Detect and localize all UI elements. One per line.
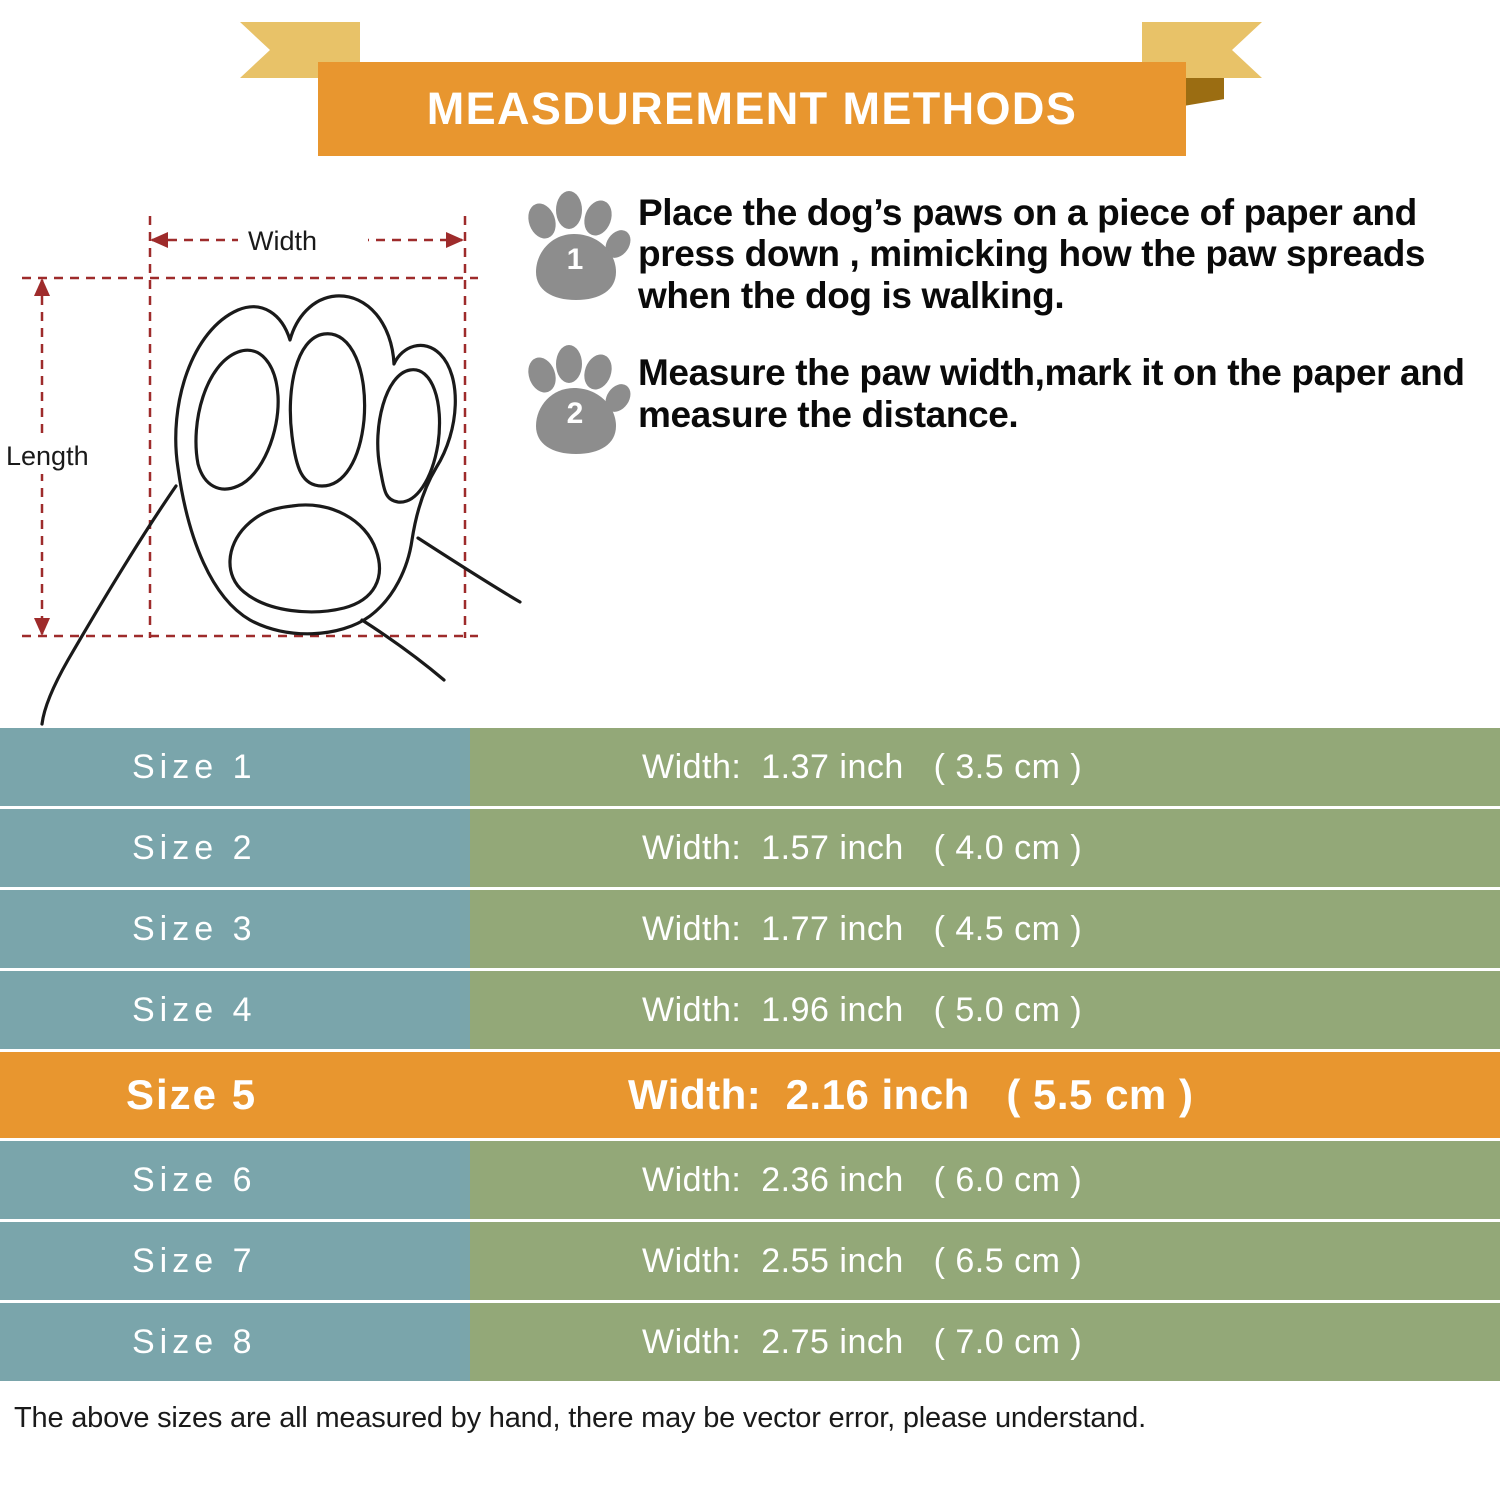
size-label: Size 8 (0, 1303, 470, 1381)
width-prefix: Width: (628, 1071, 762, 1118)
table-row (0, 728, 1500, 806)
banner (0, 0, 1500, 168)
paw-measurement-diagram (0, 168, 540, 728)
table-row (0, 1222, 1500, 1300)
width-cm: ( 5.0 cm ) (933, 990, 1083, 1029)
width-cm: ( 5.5 cm ) (1006, 1071, 1194, 1118)
width-cm: ( 7.0 cm ) (933, 1322, 1083, 1361)
width-value (470, 728, 1500, 806)
width-cm: ( 6.0 cm ) (933, 1160, 1083, 1199)
width-inch: 2.55 inch (761, 1241, 904, 1280)
width-value (470, 1303, 1500, 1381)
instruction-step-2 (512, 342, 1492, 460)
table-row (0, 1303, 1500, 1381)
width-value (470, 971, 1500, 1049)
length-dimension-label: Length (6, 441, 89, 471)
width-prefix: Width: (642, 828, 742, 867)
banner-plate (318, 62, 1186, 156)
width-value (470, 1052, 1500, 1138)
size-table (0, 728, 1500, 1381)
step-2-badge (512, 342, 638, 460)
width-cm: ( 4.0 cm ) (933, 828, 1083, 867)
size-label: Size 2 (0, 809, 470, 887)
width-prefix: Width: (642, 1160, 742, 1199)
size-label: Size 7 (0, 1222, 470, 1300)
width-prefix: Width: (642, 990, 742, 1029)
width-inch: 1.77 inch (761, 909, 904, 948)
width-inch: 2.75 inch (761, 1322, 904, 1361)
table-row (0, 1141, 1500, 1219)
size-label: Size 4 (0, 971, 470, 1049)
size-label: Size 1 (0, 728, 470, 806)
size-label: Size 6 (0, 1141, 470, 1219)
width-prefix: Width: (642, 1322, 742, 1361)
step-1-text: Place the dog’s paws on a piece of paper and press down , mimicking how the paw spreads when the dog is walking. (638, 192, 1426, 316)
width-cm: ( 4.5 cm ) (933, 909, 1083, 948)
width-value (470, 809, 1500, 887)
width-cm: ( 3.5 cm ) (933, 747, 1083, 786)
step-2-text: Measure the paw width,mark it on the paper and measure the distance. (638, 352, 1465, 435)
width-inch: 1.57 inch (761, 828, 904, 867)
width-inch: 2.16 inch (785, 1071, 970, 1118)
width-value (470, 1222, 1500, 1300)
instruction-list (512, 188, 1492, 486)
width-inch: 2.36 inch (761, 1160, 904, 1199)
width-inch: 1.37 inch (761, 747, 904, 786)
step-1-number: 1 (566, 243, 584, 276)
table-row (0, 890, 1500, 968)
size-label: Size 3 (0, 890, 470, 968)
table-row (0, 971, 1500, 1049)
instruction-step-1 (512, 188, 1492, 316)
size-label: Size 5 (0, 1052, 470, 1138)
width-value (470, 1141, 1500, 1219)
width-prefix: Width: (642, 747, 742, 786)
width-dimension-label: Width (248, 226, 318, 256)
footnote: The above sizes are all measured by hand, there may be vector error, please understand. (14, 1402, 1146, 1434)
table-row-selected (0, 1052, 1500, 1138)
width-prefix: Width: (642, 909, 742, 948)
step-2-number: 2 (566, 397, 584, 431)
page-title: MEASDUREMENT METHODS (426, 83, 1078, 134)
step-1-badge (512, 188, 638, 306)
width-cm: ( 6.5 cm ) (933, 1241, 1083, 1280)
width-prefix: Width: (642, 1241, 742, 1280)
top-section (0, 168, 1500, 728)
width-value (470, 890, 1500, 968)
table-row (0, 809, 1500, 887)
width-inch: 1.96 inch (761, 990, 904, 1029)
